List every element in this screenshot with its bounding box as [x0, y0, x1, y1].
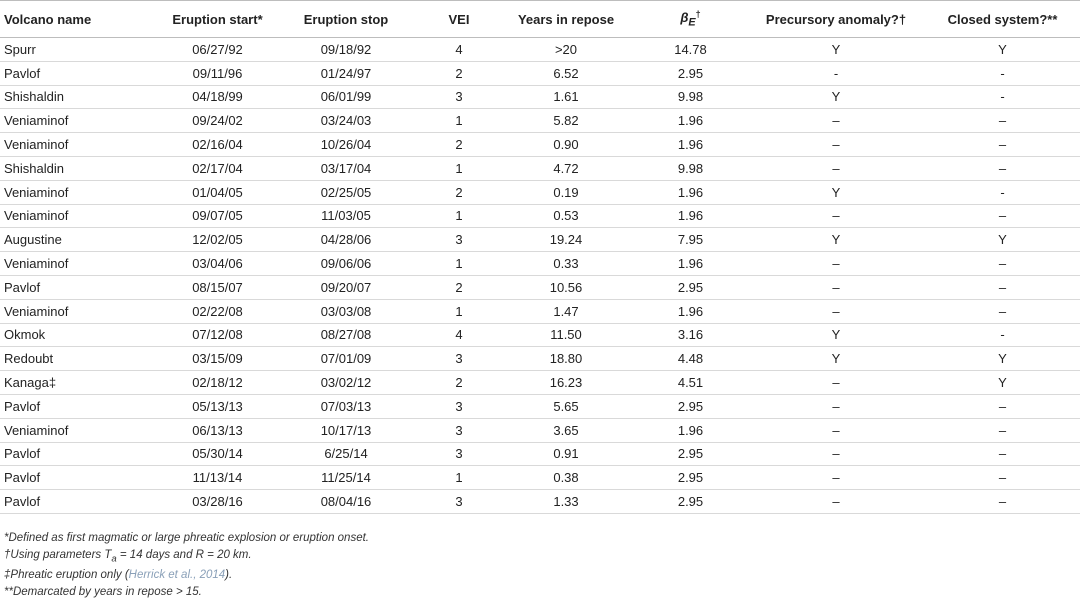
table-footnotes — [4, 530, 369, 600]
cell-closed-system: – — [998, 494, 1007, 510]
header-eruption-start: Eruption start* — [172, 11, 263, 27]
cell-closed-system: – — [998, 446, 1007, 462]
cell-eruption-stop: 09/20/07 — [320, 279, 372, 295]
cell-years-in-repose: 11.50 — [550, 327, 582, 343]
table-row — [0, 299, 1080, 323]
cell-closed-system: – — [998, 137, 1007, 153]
footnote-parameters-subscript: a — [111, 552, 117, 564]
table-row — [0, 133, 1080, 157]
cell-closed-system: - — [1000, 184, 1005, 200]
cell-volcano-name: Pavlof — [4, 398, 41, 414]
cell-eruption-start: 06/13/13 — [192, 422, 243, 438]
reference-link[interactable]: Herrick et al., 2014 — [128, 569, 226, 582]
cell-vei: 3 — [455, 422, 463, 438]
cell-volcano-name: Pavlof — [4, 65, 41, 81]
cell-vei: 1 — [455, 208, 463, 224]
cell-years-in-repose: 19.24 — [549, 232, 583, 248]
cell-precursory-anomaly: Y — [831, 327, 841, 343]
cell-closed-system: – — [998, 279, 1007, 295]
cell-volcano-name: Veniaminof — [4, 113, 69, 129]
cell-volcano-name: Pavlof — [4, 446, 41, 462]
cell-volcano-name: Veniaminof — [4, 422, 69, 438]
cell-closed-system: – — [998, 256, 1007, 272]
table-row — [0, 275, 1080, 299]
footnote-parameters — [4, 547, 369, 568]
cell-closed-system: Y — [998, 375, 1007, 391]
cell-years-in-repose: 0.53 — [553, 208, 579, 224]
cell-eruption-stop: 10/26/04 — [320, 137, 372, 153]
cell-beta-e: 1.96 — [677, 303, 704, 319]
header-beta-e — [634, 1, 747, 38]
cell-eruption-start: 05/30/14 — [192, 446, 243, 462]
footnote-phreatic-prefix: ‡Phreatic eruption only ( — [4, 569, 129, 582]
cell-years-in-repose: 1.33 — [553, 494, 579, 510]
cell-closed-system: – — [998, 398, 1007, 414]
cell-years-in-repose: 16.23 — [549, 375, 583, 391]
table-row — [0, 252, 1080, 276]
cell-vei: 1 — [455, 303, 463, 319]
cell-vei: 3 — [455, 446, 463, 462]
cell-precursory-anomaly: – — [832, 470, 840, 486]
cell-beta-e: 1.96 — [677, 184, 704, 200]
cell-eruption-stop: 03/03/08 — [320, 303, 372, 319]
cell-eruption-stop: 09/18/92 — [320, 41, 372, 57]
cell-years-in-repose: 0.38 — [553, 470, 579, 486]
cell-closed-system: – — [998, 113, 1007, 129]
cell-closed-system: – — [998, 208, 1007, 224]
cell-eruption-stop: 04/28/06 — [320, 232, 372, 248]
table-row — [0, 228, 1080, 252]
table-row — [0, 466, 1080, 490]
cell-closed-system: – — [998, 160, 1007, 176]
beta-symbol: β — [680, 10, 689, 26]
cell-eruption-start: 06/27/92 — [192, 41, 243, 57]
cell-vei: 1 — [455, 160, 463, 176]
cell-vei: 2 — [455, 137, 463, 153]
cell-precursory-anomaly: – — [832, 113, 840, 129]
cell-eruption-stop: 11/25/14 — [321, 470, 371, 486]
cell-precursory-anomaly: – — [832, 256, 840, 272]
header-row — [0, 1, 1080, 38]
cell-vei: 3 — [455, 351, 463, 367]
cell-beta-e: 14.78 — [674, 41, 707, 57]
cell-volcano-name: Shishaldin — [4, 160, 64, 176]
cell-closed-system: Y — [998, 232, 1007, 248]
cell-years-in-repose: 0.90 — [553, 137, 579, 153]
footnote-eruption-start: *Defined as first magmatic or large phreatic explosion or eruption onset. — [4, 532, 369, 544]
cell-volcano-name: Veniaminof — [4, 184, 69, 200]
cell-eruption-start: 09/24/02 — [192, 113, 243, 129]
cell-eruption-stop: 6/25/14 — [324, 446, 368, 462]
table-row — [0, 156, 1080, 180]
table-row — [0, 85, 1080, 109]
cell-beta-e: 1.96 — [677, 256, 704, 272]
cell-eruption-start: 08/15/07 — [192, 279, 243, 295]
cell-beta-e: 7.95 — [677, 232, 704, 248]
cell-beta-e: 4.48 — [677, 351, 704, 367]
cell-eruption-start: 11/13/14 — [192, 470, 243, 486]
table-row — [0, 109, 1080, 133]
cell-eruption-start: 02/22/08 — [192, 303, 243, 319]
table-row — [0, 38, 1080, 62]
cell-vei: 2 — [455, 65, 463, 81]
cell-volcano-name: Kanaga‡ — [4, 375, 57, 391]
cell-closed-system: - — [1000, 89, 1005, 105]
cell-eruption-stop: 06/01/99 — [320, 89, 372, 105]
cell-eruption-start: 05/13/13 — [192, 398, 243, 414]
cell-eruption-start: 09/11/96 — [192, 65, 243, 81]
table-row — [0, 394, 1080, 418]
cell-volcano-name: Veniaminof — [4, 208, 69, 224]
cell-beta-e: 1.96 — [677, 422, 704, 438]
header-precursory-anomaly: Precursory anomaly?† — [765, 11, 907, 27]
header-closed-system: Closed system?** — [947, 11, 1058, 27]
table-row — [0, 204, 1080, 228]
table-row — [0, 323, 1080, 347]
cell-years-in-repose: >20 — [554, 41, 578, 57]
cell-closed-system: Y — [998, 41, 1007, 57]
cell-eruption-stop: 11/03/05 — [321, 208, 371, 224]
cell-eruption-start: 07/12/08 — [192, 327, 243, 343]
cell-vei: 3 — [455, 232, 463, 248]
cell-volcano-name: Okmok — [4, 327, 46, 343]
cell-eruption-stop: 02/25/05 — [320, 184, 372, 200]
cell-beta-e: 2.95 — [677, 279, 704, 295]
cell-eruption-start: 09/07/05 — [192, 208, 243, 224]
cell-volcano-name: Augustine — [4, 232, 62, 248]
footnote-parameters-prefix: †Using parameters T — [4, 548, 112, 561]
cell-volcano-name: Pavlof — [4, 494, 41, 510]
cell-volcano-name: Redoubt — [4, 351, 54, 367]
cell-eruption-stop: 03/24/03 — [320, 113, 372, 129]
cell-precursory-anomaly: – — [832, 137, 840, 153]
table-row — [0, 371, 1080, 395]
cell-eruption-start: 02/16/04 — [192, 137, 243, 153]
cell-years-in-repose: 18.80 — [549, 351, 583, 367]
beta-subscript: E — [688, 16, 696, 29]
cell-vei: 2 — [455, 184, 463, 200]
cell-closed-system: – — [998, 422, 1007, 438]
cell-beta-e: 2.95 — [677, 65, 704, 81]
cell-years-in-repose: 0.91 — [553, 446, 579, 462]
beta-dagger: † — [695, 9, 701, 20]
cell-eruption-stop: 08/27/08 — [320, 327, 372, 343]
cell-years-in-repose: 0.19 — [553, 184, 579, 200]
cell-precursory-anomaly: Y — [831, 232, 841, 248]
cell-eruption-start: 02/17/04 — [192, 160, 243, 176]
cell-eruption-start: 01/04/05 — [192, 184, 243, 200]
cell-eruption-stop: 03/17/04 — [320, 160, 372, 176]
cell-beta-e: 2.95 — [677, 446, 704, 462]
footnote-parameters-suffix: = 14 days and R = 20 km. — [116, 548, 252, 561]
cell-vei: 1 — [455, 113, 463, 129]
cell-eruption-stop: 10/17/13 — [320, 422, 372, 438]
cell-beta-e: 2.95 — [677, 470, 704, 486]
cell-eruption-stop: 03/02/12 — [320, 375, 372, 391]
table-row — [0, 418, 1080, 442]
cell-precursory-anomaly: – — [832, 303, 840, 319]
table-row — [0, 490, 1080, 514]
cell-volcano-name: Pavlof — [4, 279, 41, 295]
cell-precursory-anomaly: Y — [831, 351, 841, 367]
cell-precursory-anomaly: - — [833, 65, 839, 81]
cell-eruption-start: 04/18/99 — [192, 89, 243, 105]
cell-years-in-repose: 5.82 — [553, 113, 579, 129]
cell-closed-system: – — [998, 303, 1007, 319]
cell-eruption-stop: 07/01/09 — [320, 351, 372, 367]
cell-closed-system: - — [1000, 327, 1005, 343]
cell-vei: 2 — [455, 279, 463, 295]
cell-beta-e: 1.96 — [677, 113, 704, 129]
cell-vei: 3 — [455, 89, 463, 105]
cell-eruption-start: 03/15/09 — [192, 351, 243, 367]
header-eruption-stop: Eruption stop — [303, 11, 389, 27]
cell-volcano-name: Shishaldin — [4, 89, 64, 105]
cell-beta-e: 1.96 — [677, 137, 704, 153]
header-vei: VEI — [448, 11, 470, 27]
header-volcano-name: Volcano name — [4, 11, 92, 27]
cell-volcano-name: Veniaminof — [4, 256, 69, 272]
table-header — [0, 1, 1080, 38]
cell-eruption-stop: 01/24/97 — [320, 65, 372, 81]
cell-eruption-start: 03/04/06 — [192, 256, 243, 272]
cell-precursory-anomaly: – — [832, 375, 840, 391]
cell-eruption-stop: 07/03/13 — [320, 398, 372, 414]
cell-precursory-anomaly: Y — [831, 184, 841, 200]
cell-vei: 4 — [455, 327, 463, 343]
cell-years-in-repose: 6.52 — [553, 65, 579, 81]
footnote-phreatic — [4, 567, 369, 584]
cell-eruption-stop: 09/06/06 — [320, 256, 372, 272]
cell-vei: 3 — [455, 398, 463, 414]
footnote-phreatic-suffix: ). — [225, 569, 233, 582]
cell-volcano-name: Spurr — [4, 41, 36, 57]
cell-precursory-anomaly: – — [832, 446, 840, 462]
cell-closed-system: - — [1000, 65, 1005, 81]
table-body — [0, 38, 1080, 514]
cell-years-in-repose: 5.65 — [553, 398, 579, 414]
cell-volcano-name: Veniaminof — [4, 303, 69, 319]
cell-years-in-repose: 4.72 — [553, 160, 579, 176]
cell-beta-e: 9.98 — [677, 89, 704, 105]
cell-beta-e: 1.96 — [677, 208, 704, 224]
cell-volcano-name: Pavlof — [4, 470, 41, 486]
table-row — [0, 180, 1080, 204]
cell-eruption-start: 03/28/16 — [192, 494, 243, 510]
cell-precursory-anomaly: – — [832, 494, 840, 510]
cell-precursory-anomaly: – — [832, 208, 840, 224]
cell-eruption-start: 02/18/12 — [192, 375, 243, 391]
cell-precursory-anomaly: – — [832, 398, 840, 414]
cell-years-in-repose: 1.61 — [553, 89, 579, 105]
cell-vei: 1 — [455, 470, 463, 486]
cell-precursory-anomaly: – — [832, 160, 840, 176]
cell-closed-system: Y — [998, 351, 1007, 367]
header-years-in-repose: Years in repose — [517, 11, 615, 27]
cell-vei: 3 — [455, 494, 463, 510]
cell-years-in-repose: 1.47 — [553, 303, 579, 319]
cell-precursory-anomaly: – — [832, 422, 840, 438]
table-row — [0, 61, 1080, 85]
cell-precursory-anomaly: – — [832, 279, 840, 295]
cell-vei: 4 — [455, 41, 463, 57]
table-row — [0, 442, 1080, 466]
table-row — [0, 347, 1080, 371]
cell-years-in-repose: 3.65 — [553, 422, 579, 438]
cell-years-in-repose: 10.56 — [549, 279, 583, 295]
cell-closed-system: – — [998, 470, 1007, 486]
cell-years-in-repose: 0.33 — [553, 256, 579, 272]
cell-beta-e: 3.16 — [677, 327, 704, 343]
footnote-closed-system: **Demarcated by years in repose > 15. — [4, 585, 202, 598]
cell-eruption-stop: 08/04/16 — [320, 494, 372, 510]
cell-beta-e: 4.51 — [677, 375, 704, 391]
cell-beta-e: 2.95 — [677, 398, 704, 414]
cell-beta-e: 2.95 — [677, 494, 704, 510]
cell-eruption-start: 12/02/05 — [192, 232, 243, 248]
cell-vei: 1 — [455, 256, 463, 272]
cell-precursory-anomaly: Y — [831, 41, 841, 57]
cell-beta-e: 9.98 — [677, 160, 704, 176]
cell-vei: 2 — [455, 375, 463, 391]
cell-precursory-anomaly: Y — [831, 89, 841, 105]
cell-volcano-name: Veniaminof — [4, 137, 69, 153]
